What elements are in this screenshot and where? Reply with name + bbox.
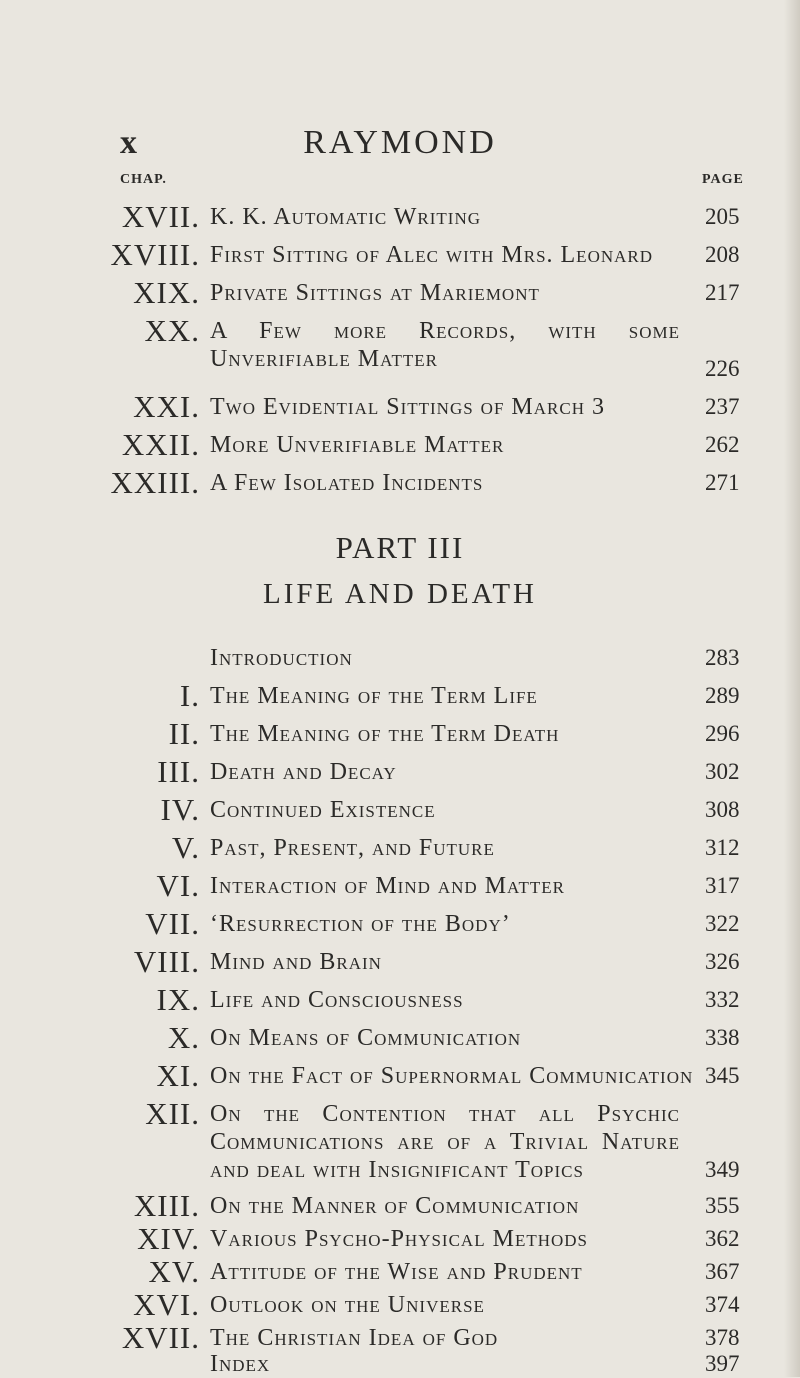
chapter-number: I. [179,678,200,713]
chapter-title: K. K. Automatic Writing [210,204,482,230]
chapter-number: XII. [145,1096,200,1131]
running-title: RAYMOND [303,124,497,161]
chapter-title: Two Evidential Sittings of March 3 [210,394,605,420]
chapter-number: XIII. [133,1188,200,1223]
page-number: 326 [705,949,740,974]
chapter-number: VI. [156,868,200,903]
chapter-title: On the Contention that all Psychic Communications are of a Trivial Nature and deal with Insignificant Topics [210,1101,680,1183]
chapter-column-label: CHAP. [120,172,167,187]
chapter-number: XI. [156,1058,200,1093]
page-number: 296 [705,721,740,746]
page-number: 217 [705,280,740,305]
page-number: 317 [705,873,740,898]
chapter-number: VIII. [133,944,200,979]
page-number: 362 [705,1226,740,1251]
chapter-title: Mind and Brain [210,949,382,975]
chapter-number: IV. [160,792,200,827]
page-number: 332 [705,987,740,1012]
chapter-title: On Means of Communication [210,1025,522,1051]
chapter-title: Past, Present, and Future [210,835,495,861]
page-number: 345 [705,1063,740,1088]
chapter-title: The Christian Idea of God [210,1325,499,1351]
chapter-title: Death and Decay [210,759,397,785]
page-number: 367 [705,1259,740,1284]
chapter-number: XX. [144,313,200,348]
chapter-number: VII. [145,906,200,941]
chapter-number: XVII. [121,199,200,234]
chapter-number: XVI. [133,1287,200,1322]
index-title: Index [210,1351,271,1377]
chapter-number: X. [167,1020,200,1055]
chapter-number: XXI. [133,389,200,424]
page-number: 205 [705,204,740,229]
chapter-number: III. [157,754,200,789]
page-number: 312 [705,835,740,860]
page-number: 283 [705,645,740,670]
page-number: 397 [705,1351,740,1376]
page-number: 237 [705,394,740,419]
page-number: 271 [705,470,740,495]
chapter-number: XXII. [121,427,200,462]
chapter-number: V. [171,830,200,865]
page-column-label: PAGE [702,172,744,187]
page-number: 308 [705,797,740,822]
chapter-title: First Sitting of Alec with Mrs. Leonard [210,242,654,268]
chapter-number: XVIII. [110,237,200,272]
chapter-title: On the Fact of Supernormal Communication [210,1063,694,1089]
page-number: 226 [705,356,740,381]
chapter-title: More Unverifiable Matter [210,432,505,458]
chapter-title: Private Sittings at Mariemont [210,280,540,306]
chapter-title: Various Psycho-Physical Methods [210,1226,588,1252]
page-number: 208 [705,242,740,267]
page-folio: x [120,124,137,161]
chapter-number: IX. [156,982,200,1017]
chapter-title: ‘Resurrection of the Body’ [210,911,511,937]
chapter-title: On the Manner of Communication [210,1193,580,1219]
chapter-title: Continued Existence [210,797,436,823]
chapter-title: The Meaning of the Term Life [210,683,538,709]
chapter-title: Life and Consciousness [210,987,464,1013]
page-number: 374 [705,1292,740,1317]
chapter-number: XV. [148,1254,200,1289]
part-label: PART III [335,530,465,565]
page-edge-shadow [784,0,800,1377]
chapter-number: XIV. [137,1221,200,1256]
page-number: 322 [705,911,740,936]
introduction-title: Introduction [210,645,353,671]
chapter-number: II. [168,716,200,751]
page-number: 302 [705,759,740,784]
page-number: 338 [705,1025,740,1050]
page-number: 349 [705,1157,740,1182]
page-number: 378 [705,1325,740,1350]
chapter-title: Interaction of Mind and Matter [210,873,565,899]
chapter-number: XIX. [133,275,200,310]
part-title: LIFE AND DEATH [263,578,537,610]
chapter-title: Attitude of the Wise and Prudent [210,1259,583,1285]
page-number: 289 [705,683,740,708]
page-number: 355 [705,1193,740,1218]
chapter-title: A Few Isolated Incidents [210,470,484,496]
chapter-number: XXIII. [110,465,200,500]
chapter-number: XVII. [121,1320,200,1355]
chapter-title: A Few more Records, with some Unverifiable Matter [210,318,680,372]
page-header [0,118,800,168]
chapter-title: The Meaning of the Term Death [210,721,560,747]
chapter-title: Outlook on the Universe [210,1292,485,1318]
page-number: 262 [705,432,740,457]
